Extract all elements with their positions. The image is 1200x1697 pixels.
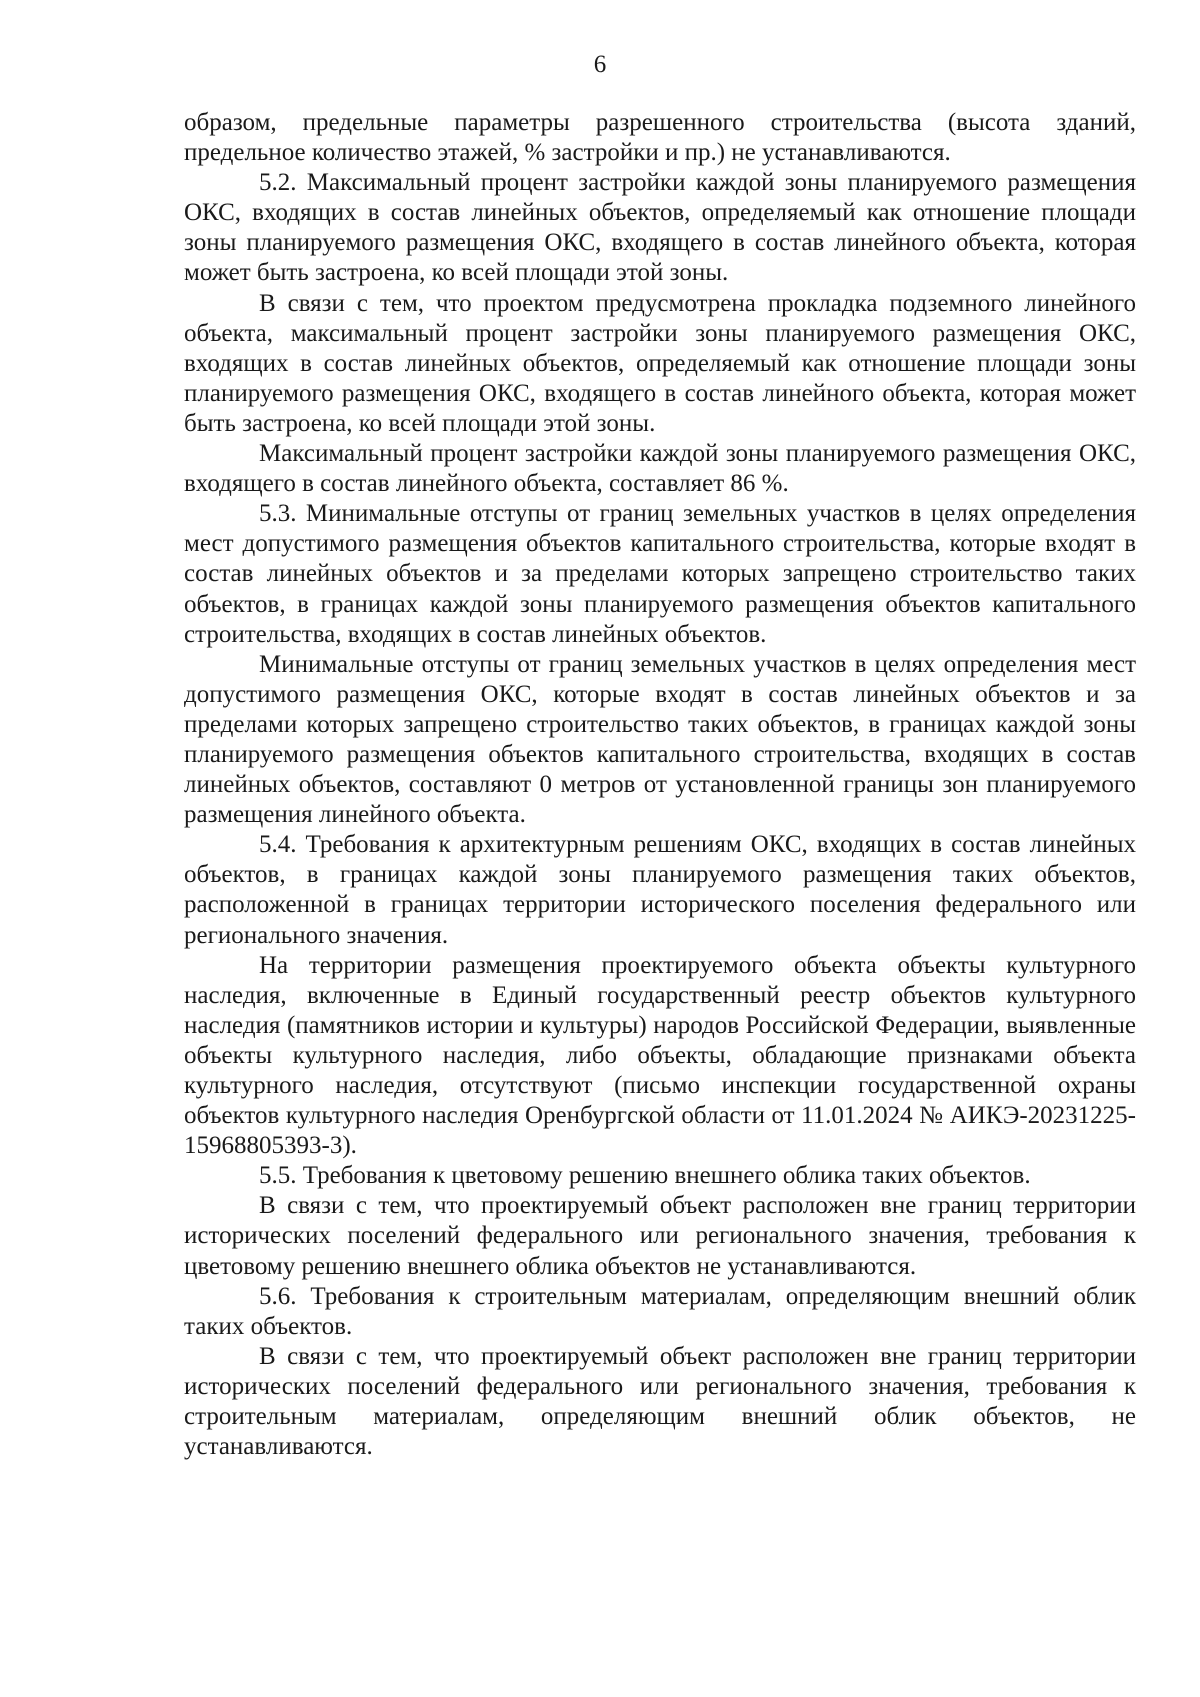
paragraph-continuation: образом, предельные параметры разрешенного строительства (высота зданий, предельное количество этажей, % застройки и пр.) не устанавливаются. bbox=[184, 109, 1136, 167]
document-body bbox=[184, 108, 1136, 1462]
paragraph: Минимальные отступы от границ земельных участков в целях определения мест допустимого размещения ОКС, которые входят в состав линейных объектов и за пределами которых запрещено строительство таких объектов, в границах каждой зоны планируемого размещения объектов капитального строительства, входящих в состав линейных объектов, составляют 0 метров от установленной границы зон планируемого размещения линейного объекта. bbox=[184, 650, 1136, 829]
paragraph: Максимальный процент застройки каждой зоны планируемого размещения ОКС, входящего в состав линейного объекта, составляет 86 %. bbox=[184, 440, 1136, 498]
paragraph: В связи с тем, что проектом предусмотрена прокладка подземного линейного объекта, максимальный процент застройки зоны планируемого размещения ОКС, входящих в состав линейных объектов, определяемый как отношение площади зоны планируемого размещения ОКС, входящего в состав линейного объекта, которая может быть застроена, ко всей площади этой зоны. bbox=[184, 289, 1136, 437]
paragraph-5-4-heading: 5.4. Требования к архитектурным решениям ОКС, входящих в состав линейных объектов, в границах каждой зоны планируемого размещения таких объектов, расположенной в границах территории исторического поселения федерального или регионального значения. bbox=[184, 831, 1136, 949]
paragraph-5-2-heading: 5.2. Максимальный процент застройки каждой зоны планируемого размещения ОКС, входящих в состав линейных объектов, определяемый как отношение площади зоны планируемого размещения ОКС, входящего в состав линейного объекта, которая может быть застроена, ко всей площади этой зоны. bbox=[184, 169, 1136, 287]
paragraph-5-5-heading: 5.5. Требования к цветовому решению внешнего облика таких объектов. bbox=[259, 1162, 1031, 1190]
paragraph: В связи с тем, что проектируемый объект расположен вне границ территории исторических поселений федерального или регионального значения, требования к цветовому решению внешнего облика объектов не устанавливаются. bbox=[184, 1192, 1136, 1280]
paragraph-5-6-heading: 5.6. Требования к строительным материалам, определяющим внешний облик таких объектов. bbox=[184, 1282, 1136, 1340]
paragraph: На территории размещения проектируемого объекта объекты культурного наследия, включенные в Единый государственный реестр объектов культурного наследия (памятников истории и культуры) народов Российской Федерации, выявленные объекты культурного наследия, либо объекты, обладающие признаками объекта культурного наследия, отсутствуют (письмо инспекции государственной охраны объектов культурного наследия Оренбургской области от 11.01.2024 № АИКЭ-20231225-15968805393-3). bbox=[184, 951, 1136, 1160]
paragraph: В связи с тем, что проектируемый объект расположен вне границ территории исторических поселений федерального или регионального значения, требования к строительным материалам, определяющим внешний облик объектов, не устанавливаются. bbox=[184, 1342, 1136, 1461]
page-number: 6 bbox=[593, 51, 607, 78]
paragraph-5-3-heading: 5.3. Минимальные отступы от границ земельных участков в целях определения мест допустимого размещения объектов капитального строительства, которые входят в состав линейных объектов и за пределами которых запрещено строительство таких объектов, в границах каждой зоны планируемого размещения объектов капитального строительства, входящих в состав линейных объектов. bbox=[184, 500, 1136, 648]
